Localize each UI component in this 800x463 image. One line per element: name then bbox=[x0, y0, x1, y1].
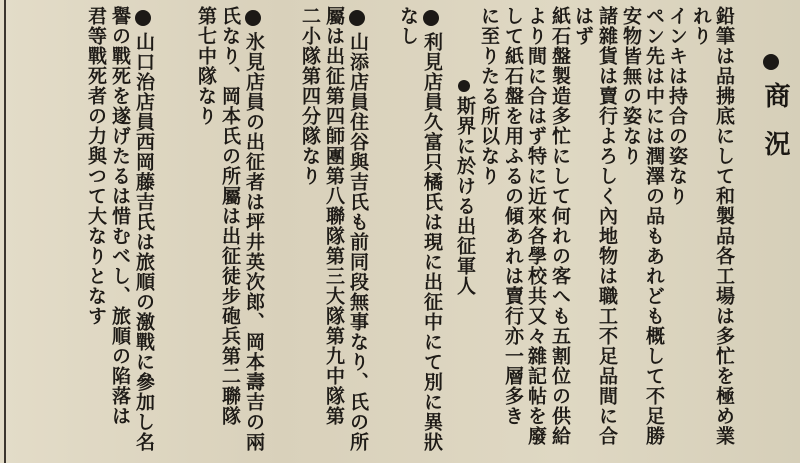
text-column: はず bbox=[572, 6, 594, 46]
heading-bullet bbox=[763, 54, 779, 70]
text-column: 利見店員久富只橘氏は現に出征中にて別に異狀 bbox=[421, 32, 443, 452]
section-heading: 商況 bbox=[760, 82, 790, 178]
text-column: なし bbox=[397, 6, 419, 46]
item-bullet bbox=[245, 10, 261, 26]
text-column: 安物皆無の姿なり bbox=[620, 6, 642, 166]
text-column: 氷見店員の出征者は坪井英次郎、岡本壽吉の兩 bbox=[243, 32, 265, 452]
text-column: ペン先は中には潤澤の品もあれども概して不足勝 bbox=[643, 6, 665, 446]
column-rule bbox=[4, 0, 6, 463]
text-column: 第七中隊なり bbox=[195, 6, 217, 126]
item-bullet bbox=[349, 10, 365, 26]
subheading-bullet bbox=[458, 80, 470, 92]
text-column: して紙石盤を用ふるの傾あれは賣行亦一層多き bbox=[502, 6, 524, 426]
text-column: 譽の戰死を遂げたるは惜むべし、旅順の陷落は bbox=[109, 6, 131, 426]
text-column: 氏なり、岡本氏の所屬は出征徒步砲兵第二聯隊 bbox=[219, 6, 241, 426]
text-column: 鉛筆は品拂底にして和製品各工場は多忙を極め業 bbox=[713, 6, 735, 446]
text-column: インキは持合の姿なり bbox=[666, 6, 688, 206]
text-column: 屬は出征第四師團第八聯隊第三大隊第九中隊第 bbox=[323, 6, 345, 426]
text-column: 君等戰死者の力與つて大なりとなす bbox=[85, 6, 107, 326]
subheading: 斯界に於ける出征軍人 bbox=[454, 96, 476, 296]
text-column: 諸雜貨は賣行よろしく內地物は職工不足品間に合 bbox=[596, 6, 618, 446]
item-bullet bbox=[423, 10, 439, 26]
text-column: 二小隊第四分隊なり bbox=[299, 6, 321, 186]
item-bullet bbox=[135, 10, 151, 26]
text-column: 山口治店員西岡藤吉氏は旅順の激戰に參加し名 bbox=[133, 32, 155, 452]
text-column: 紙石盤製造多忙にして何れの客へも五割位の供給 bbox=[549, 6, 571, 446]
text-column: れり bbox=[690, 6, 712, 46]
text-column: より間に合はず特に近來各學校共又々雜記帖を廢 bbox=[525, 6, 547, 446]
text-column: に至りたる所以なり bbox=[478, 6, 500, 186]
text-column: 山添店員住谷與吉氏も前同段無事なり、氏の所 bbox=[347, 32, 369, 452]
